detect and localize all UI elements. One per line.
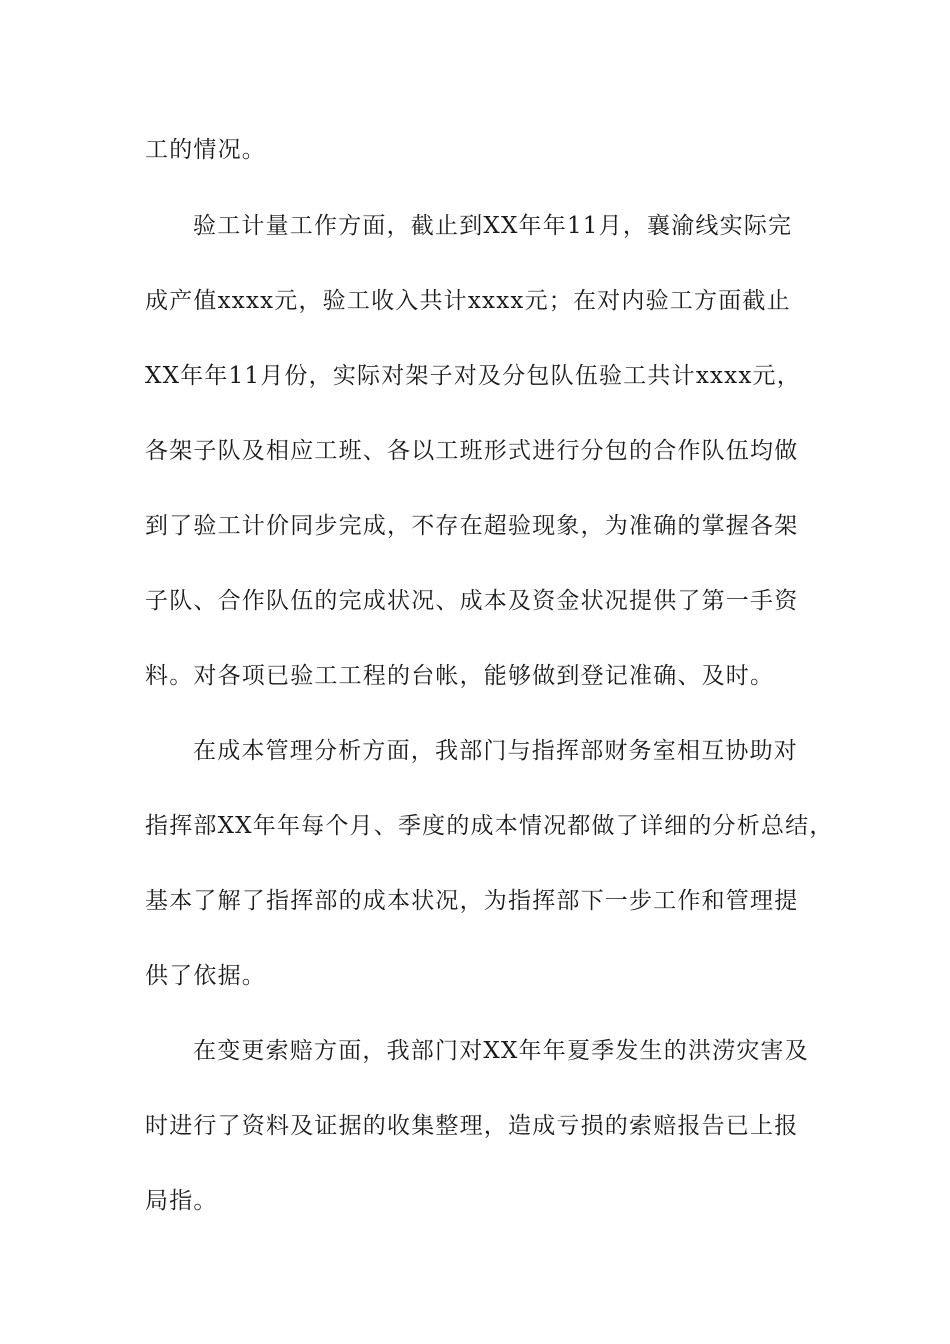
paragraph-line: 基本了解了指挥部的成本状况，为指挥部下一步工作和管理提	[145, 888, 799, 914]
paragraph-line: 子队、合作队伍的完成状况、成本及资金状况提供了第一手资	[145, 588, 799, 614]
paragraph-line: 成产值xxxx元，验工收入共计xxxx元；在对内验工方面截止	[145, 288, 791, 314]
paragraph-line: XX年年11月份，实际对架子对及分包队伍验工共计xxxx元，	[145, 363, 801, 389]
paragraph-line: 在成本管理分析方面，我部门与指挥部财务室相互协助对	[193, 738, 798, 764]
paragraph-line: 指挥部XX年年每个月、季度的成本情况都做了详细的分析总结，	[145, 813, 834, 839]
paragraph-line: 在变更索赔方面，我部门对XX年年夏季发生的洪涝灾害及	[193, 1038, 809, 1064]
paragraph-line: 工的情况。	[145, 137, 266, 163]
paragraph-line: 供了依据。	[145, 963, 266, 989]
paragraph-line: 到了验工计价同步完成，不存在超验现象，为准确的掌握各架	[145, 513, 799, 539]
paragraph-line: 局指。	[145, 1188, 218, 1214]
paragraph-line: 各架子队及相应工班、各以工班形式进行分包的合作队伍均做	[145, 438, 799, 464]
paragraph-line: 时进行了资料及证据的收集整理，造成亏损的索赔报告已上报	[145, 1113, 799, 1139]
paragraph-line: 验工计量工作方面，截止到XX年年11月，襄渝线实际完	[193, 213, 793, 239]
paragraph-line: 料。对各项已验工工程的台帐，能够做到登记准确、及时。	[145, 663, 775, 689]
